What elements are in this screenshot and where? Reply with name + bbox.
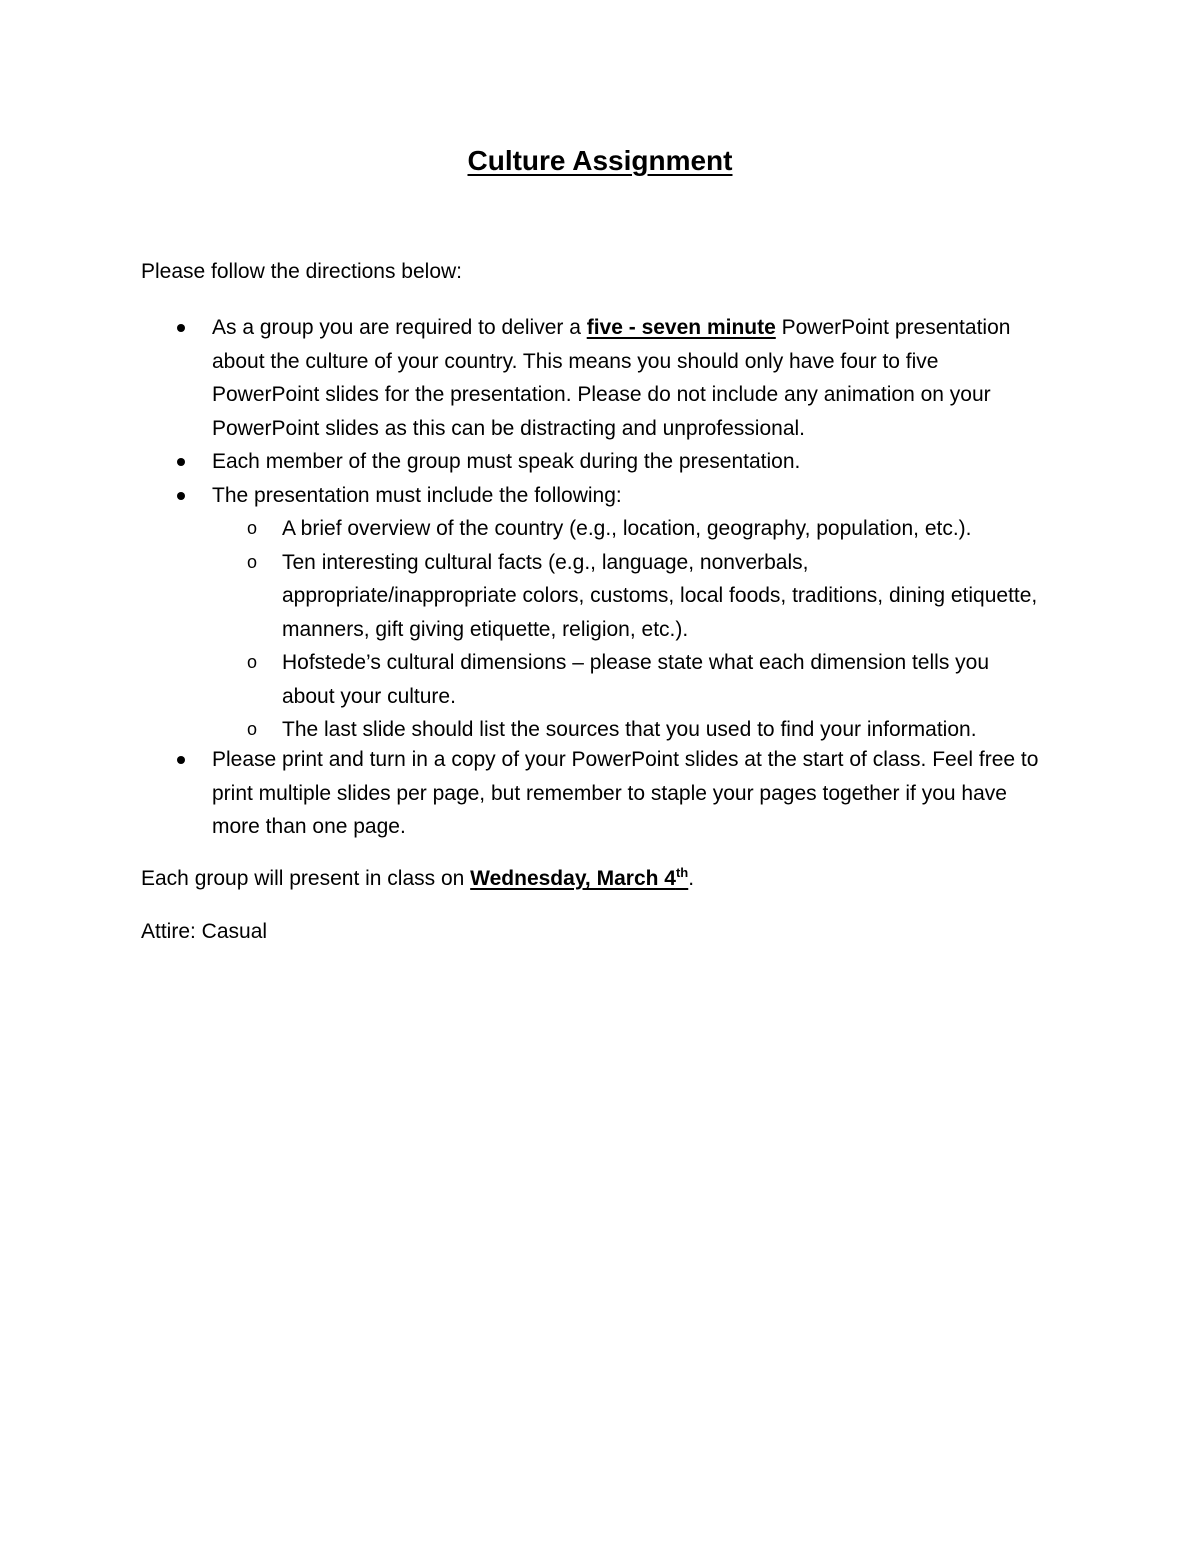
intro-text: Please follow the directions below: (141, 260, 463, 283)
sub-item-text: Ten interesting cultural facts (e.g., language, nonverbals, appropriate/inappropriate colors, customs, local foods, traditions, dining etiquette, manners, gift giving etiquette, religion, etc.). (282, 550, 1038, 641)
due-date-text: Wednesday, March 4 (470, 867, 676, 890)
list-item (141, 311, 1041, 445)
due-text-pre: Each group will present in class on (141, 867, 471, 890)
sub-list-item (141, 646, 1041, 713)
presentation-requirements-list (141, 512, 1041, 747)
attire-text: Attire: Casual (141, 920, 268, 943)
due-text-post: . (688, 867, 695, 890)
item-text-post: PowerPoint presentation about the culture of your country. This means you should only have four to five PowerPoint slides for the presentation. Please do not include any animation on your PowerPoint slides as this can be distracting and unprofessional. (212, 316, 1011, 440)
sub-item-text: Hofstede’s cultural dimensions – please state what each dimension tells you about your culture. (282, 651, 990, 708)
sub-bullet-icon: o (247, 518, 258, 538)
duration-emphasis: five - seven minute (586, 316, 776, 339)
sub-item-text: A brief overview of the country (e.g., location, geography, population, etc.). (282, 517, 972, 540)
sub-list-item (141, 546, 1041, 647)
item-text-pre: As a group you are required to deliver a (212, 316, 587, 339)
list-item (141, 445, 1041, 479)
sub-list-item (141, 713, 1041, 747)
sub-bullet-icon: o (247, 719, 258, 739)
list-item (141, 743, 1041, 844)
sub-bullet-icon: o (247, 551, 258, 572)
sub-item-text: The last slide should list the sources that you used to find your information. (282, 718, 977, 741)
directions-list-continued (141, 743, 1041, 844)
page-title: Culture Assignment (467, 145, 733, 176)
sub-bullet-icon: o (247, 652, 258, 672)
item-text: The presentation must include the following: (212, 483, 622, 507)
directions-list (141, 311, 1041, 512)
due-date (470, 867, 688, 890)
item-text: Please print and turn in a copy of your PowerPoint slides at the start of class. Feel free to print multiple slides per page, but remember to staple your pages together if you have more than one page. (212, 748, 1039, 838)
due-date-line (141, 862, 694, 895)
list-item (141, 479, 1041, 513)
due-date-suffix: th (675, 865, 689, 880)
item-text: Each member of the group must speak during the presentation. (212, 450, 801, 473)
sub-list-item (141, 512, 1041, 546)
